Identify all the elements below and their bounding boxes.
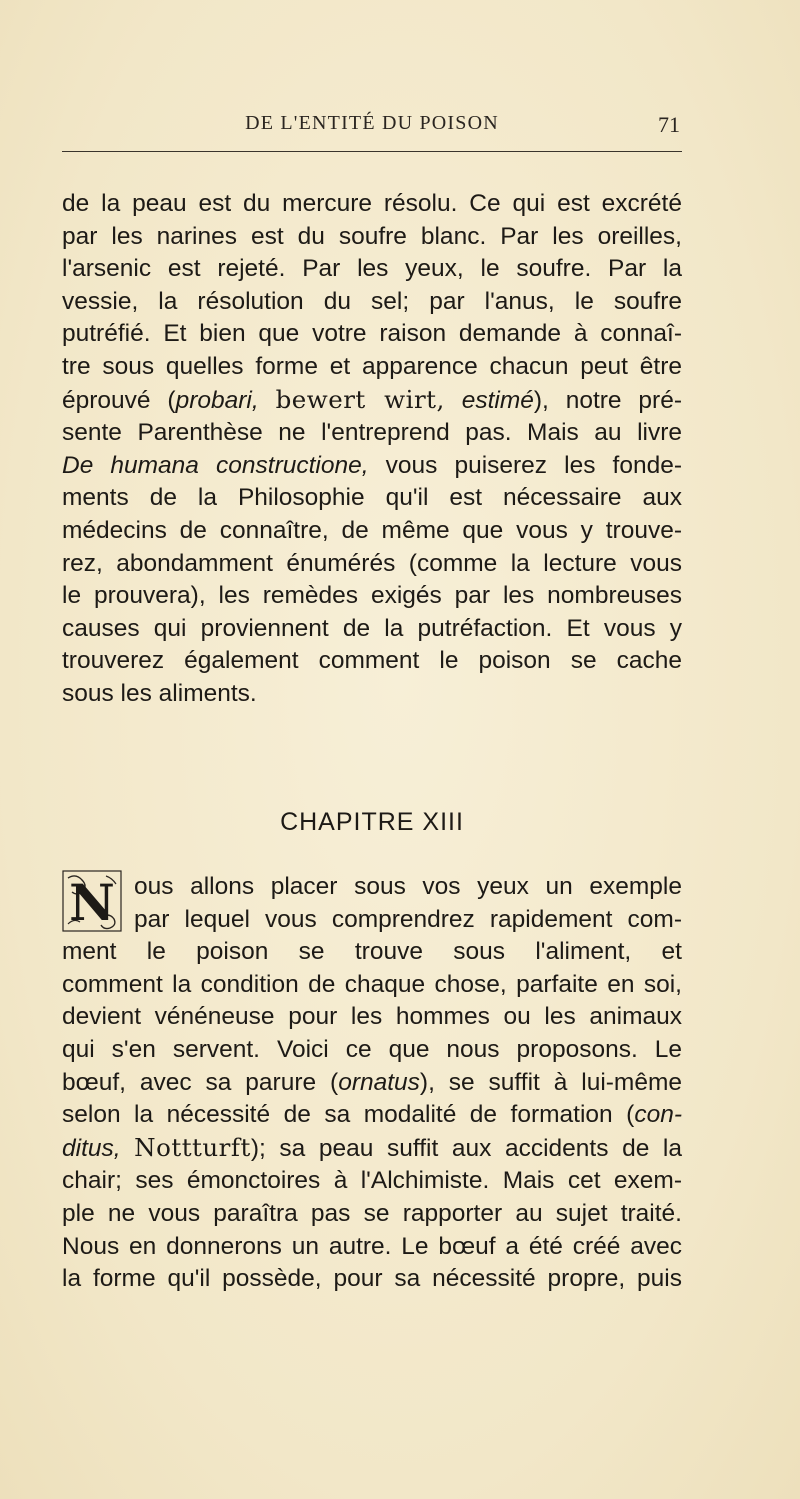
german-term: Nottturft [134, 1132, 251, 1162]
paragraph-continued [62, 188, 682, 711]
text-line: ment le poison se trouve sous l'aliment, et [62, 938, 682, 966]
header-rule [62, 151, 682, 152]
text-fragment: éprouvé ( [62, 386, 176, 414]
text-line: rez, abondamment énumérés (comme la lecture vous [62, 549, 682, 577]
text-line: devient vénéneuse pour les hommes ou les animaux [62, 1003, 682, 1031]
text-line [62, 1067, 682, 1100]
drop-cap-letter: N [69, 873, 115, 932]
page-number: 71 [658, 112, 680, 137]
text-line: ous allons placer sous vos yeux un exemple [134, 873, 682, 900]
text-line: vessie, la résolution du sel; par l'anus, le soufre [62, 287, 682, 315]
text-line: chair; ses émonctoires à l'Alchimiste. Mais cet exem- [62, 1167, 682, 1195]
german-term: bewert wirt, [275, 384, 445, 414]
text-line [62, 450, 682, 483]
text-line: Nous en donnerons un autre. Le bœuf a été créé avec [62, 1232, 682, 1260]
french-gloss: estimé [461, 386, 534, 414]
text-fragment: vous puiserez les fonde- [385, 451, 682, 479]
text-line: ple ne vous paraîtra pas se rapporter au sujet traité. [62, 1199, 682, 1227]
text-line: sente Parenthèse ne l'entreprend pas. Mais au livre [62, 419, 682, 447]
text-fragment: ); sa peau suffit aux accidents de la [250, 1134, 682, 1162]
text-line: la forme qu'il possède, pour sa nécessité propre, puis [62, 1265, 682, 1293]
text-line: sous les aliments. [62, 679, 257, 707]
latin-term: ornatus [338, 1068, 420, 1096]
text-line: tre sous quelles forme et apparence chacun peut être [62, 352, 682, 380]
text-line: de la peau est du mercure résolu. Ce qui est excrété [62, 190, 682, 217]
running-title: DE L'ENTITÉ DU POISON [245, 112, 499, 134]
text-line: le prouvera), les remèdes exigés par les nombreuses [62, 582, 682, 610]
text-fragment: selon la nécessité de sa modalité de formation ( [62, 1101, 635, 1129]
text-line [62, 384, 682, 418]
latin-term: ditus, [62, 1134, 121, 1162]
text-fragment: bœuf, avec sa parure ( [62, 1068, 339, 1096]
text-line: par lequel vous comprendrez rapidement com- [134, 905, 682, 933]
text-line: causes qui proviennent de la putréfaction. Et vous y [62, 614, 682, 642]
text-line: médecins de connaître, de même que vous y trouve- [62, 516, 682, 544]
text-line: ments de la Philosophie qu'il est nécessaire aux [62, 484, 682, 512]
book-title: De humana constructione, [62, 451, 369, 479]
chapter-opening-paragraph [62, 871, 682, 1296]
running-header [62, 112, 682, 152]
text-line: l'arsenic est rejeté. Par les yeux, le soufre. Par la [62, 255, 682, 283]
text-line [62, 1132, 682, 1166]
text-fragment: ), se suffit à lui-même [419, 1068, 682, 1096]
text-line: trouverez également comment le poison se cache [62, 647, 682, 675]
latin-term: probari, [175, 386, 259, 414]
text-line: par les narines est du soufre blanc. Par les oreilles, [62, 222, 682, 250]
text-fragment: ), notre pré- [533, 386, 683, 414]
latin-term: con- [634, 1101, 682, 1129]
text-line: qui s'en servent. Voici ce que nous proposons. Le [62, 1035, 682, 1063]
text-line: comment la condition de chaque chose, parfaite en soi, [62, 970, 682, 998]
text-line: putréfié. Et bien que votre raison demande à connaî- [62, 320, 682, 348]
chapter-heading: CHAPITRE XIII [280, 808, 464, 836]
text-line [62, 1099, 682, 1132]
